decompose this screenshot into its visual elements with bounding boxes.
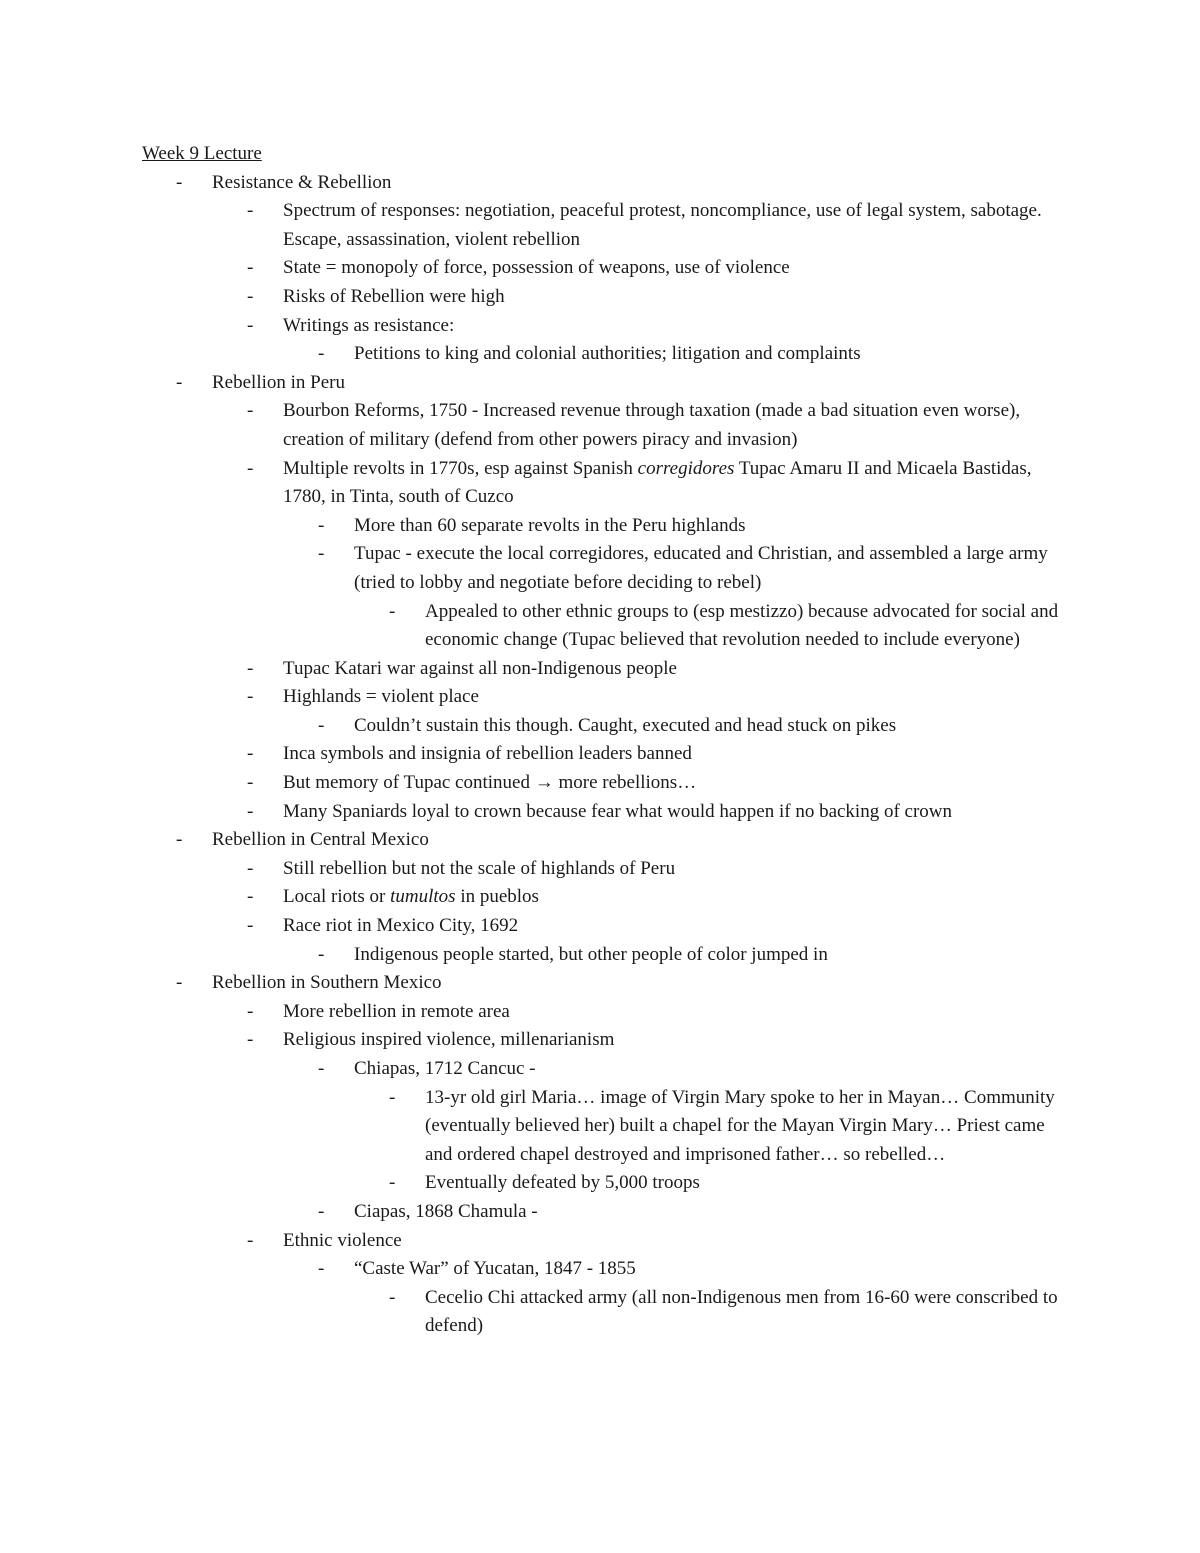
- outline-item-text: Many Spaniards loyal to crown because fear what would happen if no backing of crown: [283, 800, 953, 822]
- outline-item-level-3: [142, 1169, 1072, 1198]
- bullet-dash: -: [318, 1258, 325, 1280]
- outline-item-text: Couldn’t sustain this though. Caught, executed and head stuck on pikes: [354, 714, 897, 736]
- outline-item-text: Highlands = violent place: [283, 686, 479, 708]
- bullet-dash: -: [247, 886, 254, 908]
- outline-item-text: Eventually defeated by 5,000 troops: [425, 1172, 700, 1194]
- outline-item-text: Rebellion in Central Mexico: [212, 829, 429, 851]
- outline-item-level-1: [142, 655, 1072, 684]
- outline-item-level-1: [142, 912, 1072, 941]
- outline-item-text: Ethnic violence: [283, 1229, 402, 1251]
- outline-item-level-0: [142, 826, 1072, 855]
- bullet-dash: -: [247, 857, 254, 879]
- outline-item-level-1: [142, 798, 1072, 827]
- outline-item-text: Cecelio Chi attacked army (all non-Indigenous men from 16-60 were conscribed to defend): [425, 1286, 1058, 1337]
- outline-item-level-2: [142, 1055, 1072, 1084]
- outline-item-text: Race riot in Mexico City, 1692: [283, 915, 519, 937]
- outline-item-level-1: [142, 283, 1072, 312]
- outline-item-text: Risks of Rebellion were high: [283, 285, 505, 307]
- outline-item-text: Writings as resistance:: [283, 314, 455, 336]
- bullet-dash: -: [247, 1029, 254, 1051]
- outline-item-text: Petitions to king and colonial authorities; litigation and complaints: [354, 343, 861, 365]
- lecture-notes-document: [142, 140, 1072, 1341]
- bullet-dash: -: [176, 972, 183, 994]
- bullet-dash: -: [247, 314, 254, 336]
- outline-item-text: State = monopoly of force, possession of weapons, use of violence: [283, 257, 790, 279]
- outline-item-level-1: [142, 1026, 1072, 1055]
- outline-item-text: Chiapas, 1712 Cancuc -: [354, 1058, 536, 1079]
- outline-item-level-0: [142, 969, 1072, 998]
- outline-item-level-1: [142, 397, 1072, 454]
- outline-item-level-2: [142, 1255, 1072, 1284]
- outline-item-text: “Caste War” of Yucatan, 1847 - 1855: [354, 1258, 636, 1280]
- outline-item-level-2: [142, 941, 1072, 970]
- outline-item-level-3: [142, 1084, 1072, 1170]
- outline-item-text: Multiple revolts in 1770s, esp against Spanish corregidores Tupac Amaru II and Micaela Bastidas, 1780, in Tinta, south of Cuzco: [283, 457, 1032, 508]
- bullet-dash: -: [247, 400, 254, 422]
- outline-item-level-1: [142, 254, 1072, 283]
- outline-item-level-1: [142, 455, 1072, 512]
- bullet-dash: -: [247, 257, 254, 279]
- bullet-dash: -: [247, 657, 254, 679]
- outline-item-level-1: [142, 312, 1072, 341]
- outline-item-text: Indigenous people started, but other people of color jumped in: [354, 943, 828, 965]
- outline-item-text: Religious inspired violence, millenarianism: [283, 1029, 615, 1051]
- outline-item-level-1: [142, 998, 1072, 1027]
- outline-item-level-1: [142, 855, 1072, 884]
- bullet-dash: -: [389, 1172, 396, 1194]
- bullet-dash: -: [247, 1229, 254, 1251]
- bullet-dash: -: [318, 714, 325, 736]
- outline-list: [142, 169, 1072, 1341]
- outline-item-level-0: [142, 369, 1072, 398]
- outline-item-level-0: [142, 169, 1072, 198]
- outline-item-text: Spectrum of responses: negotiation, peaceful protest, noncompliance, use of legal system, sabotage. Escape, assassination, violent rebellion: [283, 200, 1042, 250]
- outline-item-text: Rebellion in Southern Mexico: [212, 972, 442, 994]
- outline-item-level-3: [142, 1284, 1072, 1341]
- outline-item-text: Bourbon Reforms, 1750 - Increased revenue through taxation (made a bad situation even worse), creation of military (defend from other powers piracy and invasion): [283, 400, 1021, 450]
- bullet-dash: -: [247, 772, 254, 794]
- bullet-dash: -: [247, 800, 254, 822]
- outline-item-text: Ciapas, 1868 Chamula -: [354, 1200, 538, 1222]
- bullet-dash: -: [247, 457, 254, 479]
- outline-item-text: Tupac - execute the local corregidores, educated and Christian, and assembled a large army (tried to lobby and negotiate before deciding to rebel): [354, 543, 1048, 593]
- bullet-dash: -: [318, 543, 325, 565]
- bullet-dash: -: [389, 1286, 396, 1308]
- bullet-dash: -: [318, 1200, 325, 1222]
- outline-item-level-2: [142, 340, 1072, 369]
- outline-item-level-2: [142, 540, 1072, 597]
- bullet-dash: -: [247, 743, 254, 765]
- bullet-dash: -: [389, 600, 396, 622]
- outline-item-text: Appealed to other ethnic groups to (esp mestizzo) because advocated for social and economic change (Tupac believed that revolution needed to include everyone): [425, 600, 1059, 651]
- outline-item-level-1: [142, 197, 1072, 254]
- bullet-dash: -: [176, 171, 183, 193]
- outline-item-level-1: [142, 883, 1072, 912]
- outline-item-level-2: [142, 712, 1072, 741]
- outline-item-level-1: [142, 683, 1072, 712]
- bullet-dash: -: [318, 514, 325, 536]
- document-title: Week 9 Lecture: [142, 143, 262, 164]
- outline-item-text: More rebellion in remote area: [283, 1000, 510, 1022]
- outline-item-level-2: [142, 512, 1072, 541]
- bullet-dash: -: [247, 285, 254, 307]
- bullet-dash: -: [318, 343, 325, 365]
- outline-item-text: Rebellion in Peru: [212, 371, 345, 393]
- bullet-dash: -: [318, 1058, 325, 1079]
- outline-item-text: More than 60 separate revolts in the Peru highlands: [354, 514, 746, 536]
- bullet-dash: -: [176, 829, 183, 851]
- outline-item-text: 13-yr old girl Maria… image of Virgin Mary spoke to her in Mayan… Community (eventually believed her) built a chapel for the Mayan Virgin Mary… Priest came and ordered chapel destroyed and imprisoned father… so rebelled…: [425, 1086, 1055, 1165]
- outline-item-text: Resistance & Rebellion: [212, 171, 392, 193]
- outline-item-text: Local riots or tumultos in pueblos: [283, 886, 539, 908]
- bullet-dash: -: [247, 915, 254, 937]
- bullet-dash: -: [318, 943, 325, 965]
- outline-item-level-1: [142, 740, 1072, 769]
- outline-item-level-3: [142, 598, 1072, 655]
- bullet-dash: -: [247, 686, 254, 708]
- bullet-dash: -: [389, 1086, 396, 1108]
- bullet-dash: -: [247, 1000, 254, 1022]
- bullet-dash: -: [247, 200, 254, 222]
- outline-item-text: Still rebellion but not the scale of highlands of Peru: [283, 857, 676, 879]
- outline-item-level-1: [142, 1227, 1072, 1256]
- outline-item-text: Tupac Katari war against all non-Indigenous people: [283, 657, 677, 679]
- outline-item-level-1: [142, 769, 1072, 798]
- outline-item-text: But memory of Tupac continued → more rebellions…: [283, 772, 697, 794]
- bullet-dash: -: [176, 371, 183, 393]
- outline-item-text: Inca symbols and insignia of rebellion leaders banned: [283, 743, 692, 765]
- outline-item-level-2: [142, 1198, 1072, 1227]
